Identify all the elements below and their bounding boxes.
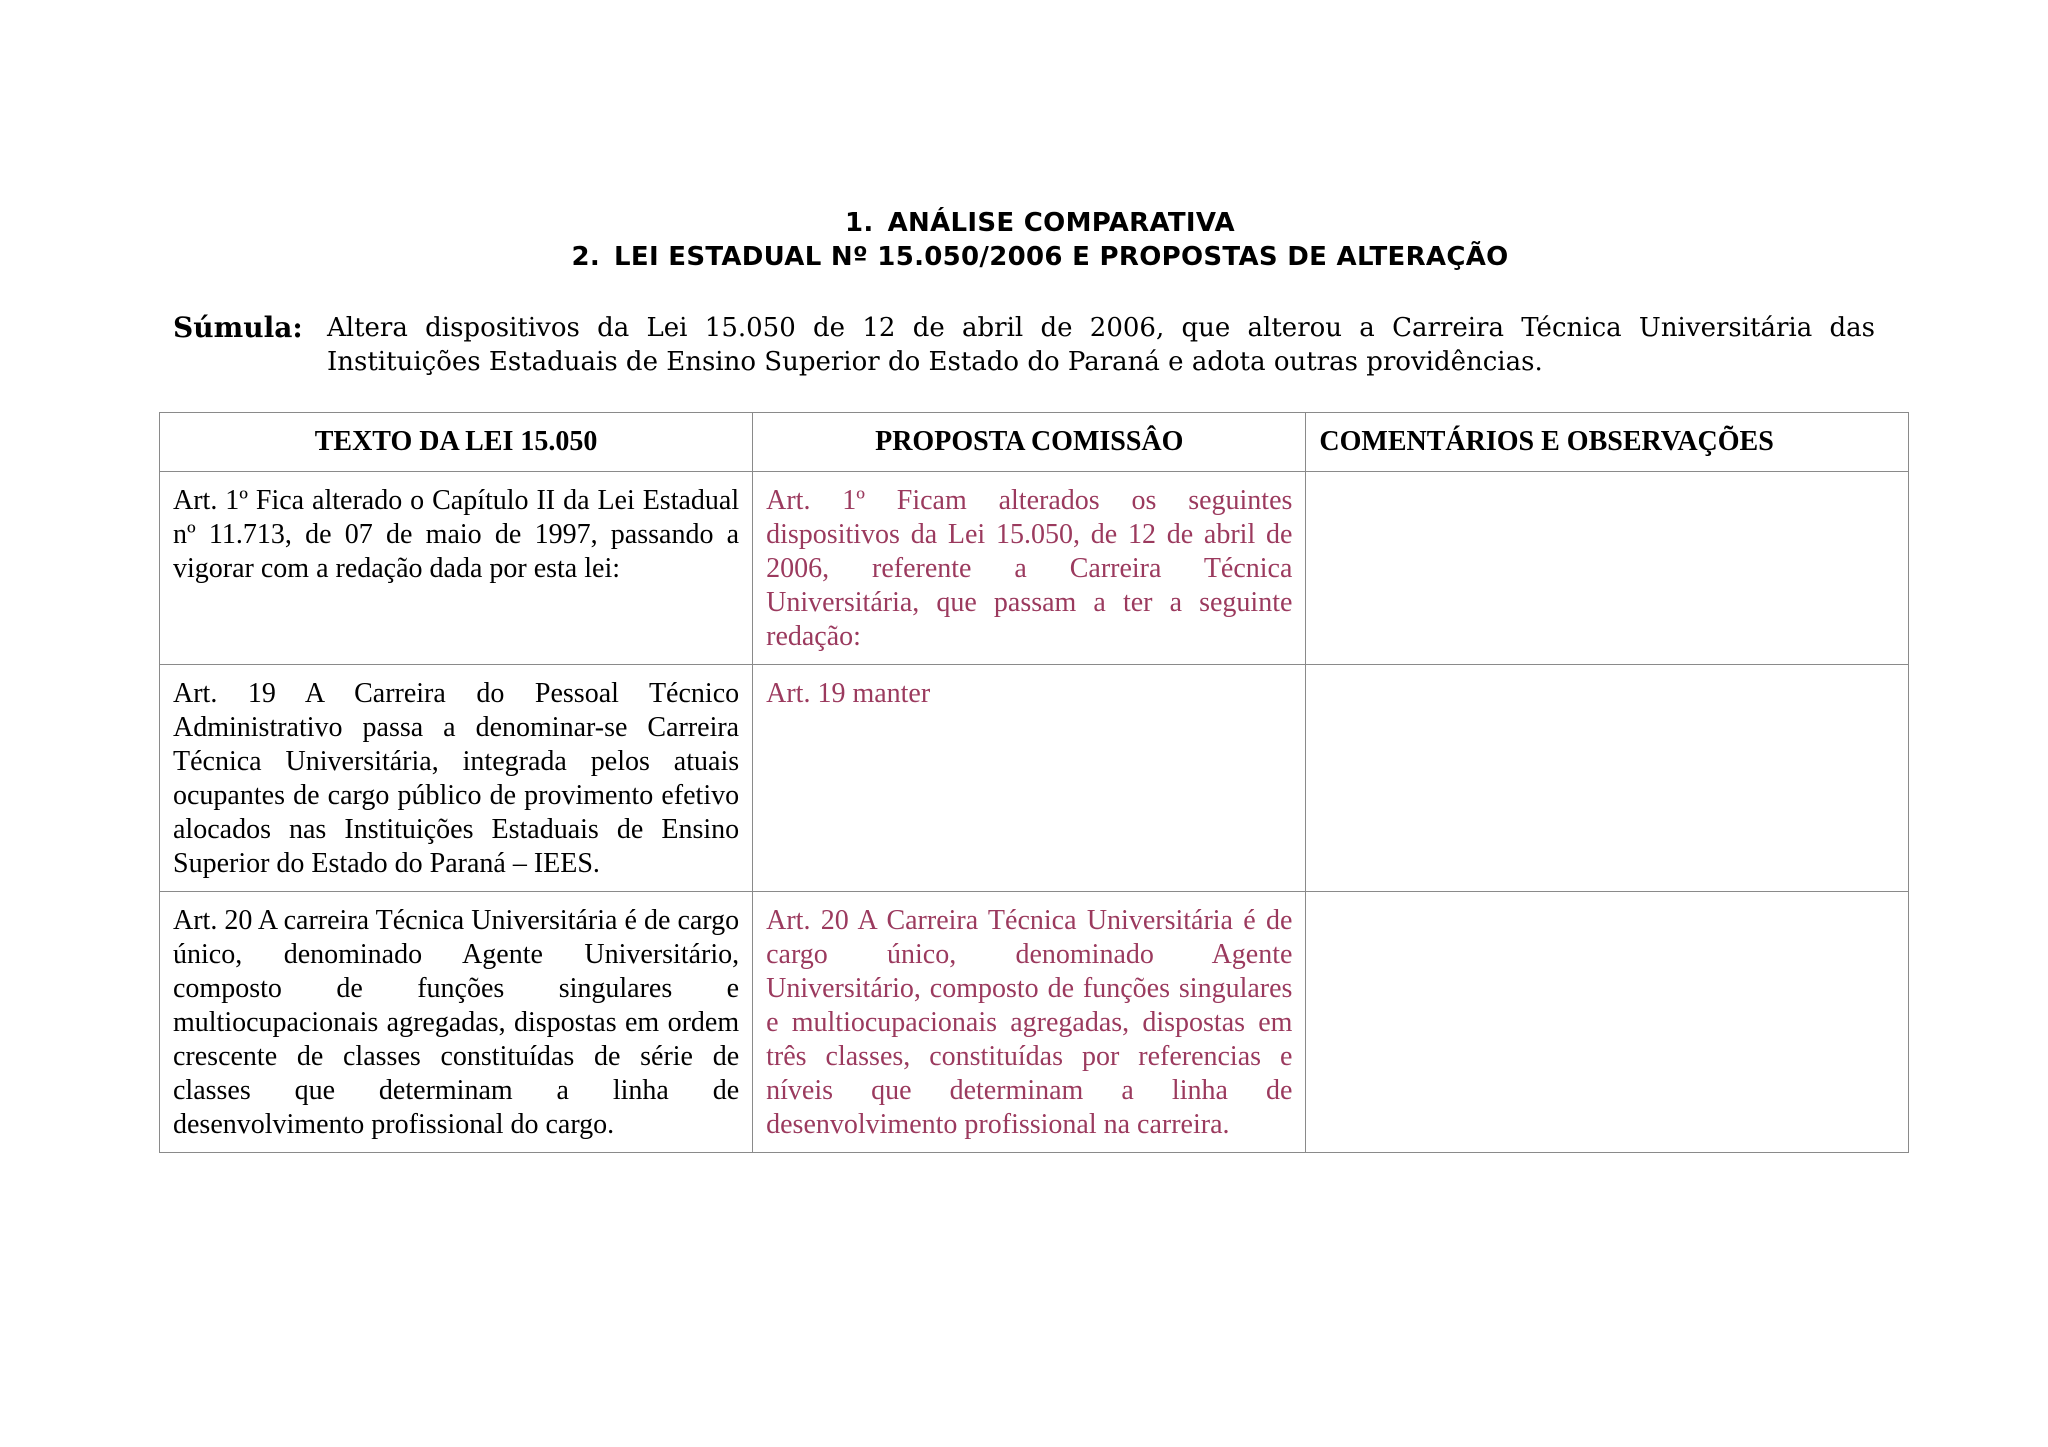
cell-proposta-text: Art. 20 A Carreira Técnica Universitária é de cargo único, denominado Agente Universitário, composto de funções singulares e multiocupacionais agregadas, dispostas em três classes, constituídas por referencias e níveis que determinam a linha de desenvolvimento profissional na carreira. — [753, 892, 1306, 1153]
sumula-text: Altera dispositivos da Lei 15.050 de 12 de abril de 2006, que alterou a Carreira Técnica Universitária das Instituições Estaduais de Ensino Superior do Estado do Paraná e adota outras providências. — [327, 313, 1875, 377]
cell-proposta-text: Art. 1º Ficam alterados os seguintes dispositivos da Lei 15.050, de 12 de abril de 2006, referente a Carreira Técnica Universitária, que passam a ter a seguinte redação: — [753, 472, 1306, 665]
cell-proposta-text: Art. 19 manter — [753, 665, 1306, 892]
table-row — [160, 892, 1909, 1153]
cell-lei-text: Art. 1º Fica alterado o Capítulo II da Lei Estadual nº 11.713, de 07 de maio de 1997, passando a vigorar com a redação dada por esta lei: — [160, 472, 753, 665]
table-row — [160, 665, 1909, 892]
heading-line-2-number: 2. — [571, 242, 601, 272]
comparison-table — [159, 412, 1909, 1153]
cell-lei-text: Art. 19 A Carreira do Pessoal Técnico Administrativo passa a denominar-se Carreira Técnica Universitária, integrada pelos atuais ocupantes de cargo público de provimento efetivo alocados nas Instituições Estaduais de Ensino Superior do Estado do Paraná – IEES. — [160, 665, 753, 892]
header-comentarios: COMENTÁRIOS E OBSERVAÇÕES — [1306, 413, 1909, 472]
sumula-label: Súmula: — [173, 311, 303, 344]
heading-line-1-number: 1. — [845, 208, 874, 238]
header-texto-lei: TEXTO DA LEI 15.050 — [160, 413, 753, 472]
cell-comentarios — [1306, 892, 1909, 1153]
heading-line-2 — [16, 240, 2048, 274]
table-header-row — [160, 413, 1909, 472]
heading-line-2-text: LEI ESTADUAL Nº 15.050/2006 E PROPOSTAS DE ALTERAÇÃO — [614, 242, 1509, 272]
header-proposta-comissao: PROPOSTA COMISSÂO — [753, 413, 1306, 472]
cell-comentarios — [1306, 665, 1909, 892]
table-row — [160, 472, 1909, 665]
cell-comentarios — [1306, 472, 1909, 665]
heading-line-1 — [16, 206, 2048, 240]
heading-line-1-text: ANÁLISE COMPARATIVA — [887, 208, 1235, 238]
cell-lei-text: Art. 20 A carreira Técnica Universitária é de cargo único, denominado Agente Universitário, composto de funções singulares e multiocupacionais agregadas, dispostas em ordem crescente de classes constituídas de série de classes que determinam a linha de desenvolvimento profissional do cargo. — [160, 892, 753, 1153]
